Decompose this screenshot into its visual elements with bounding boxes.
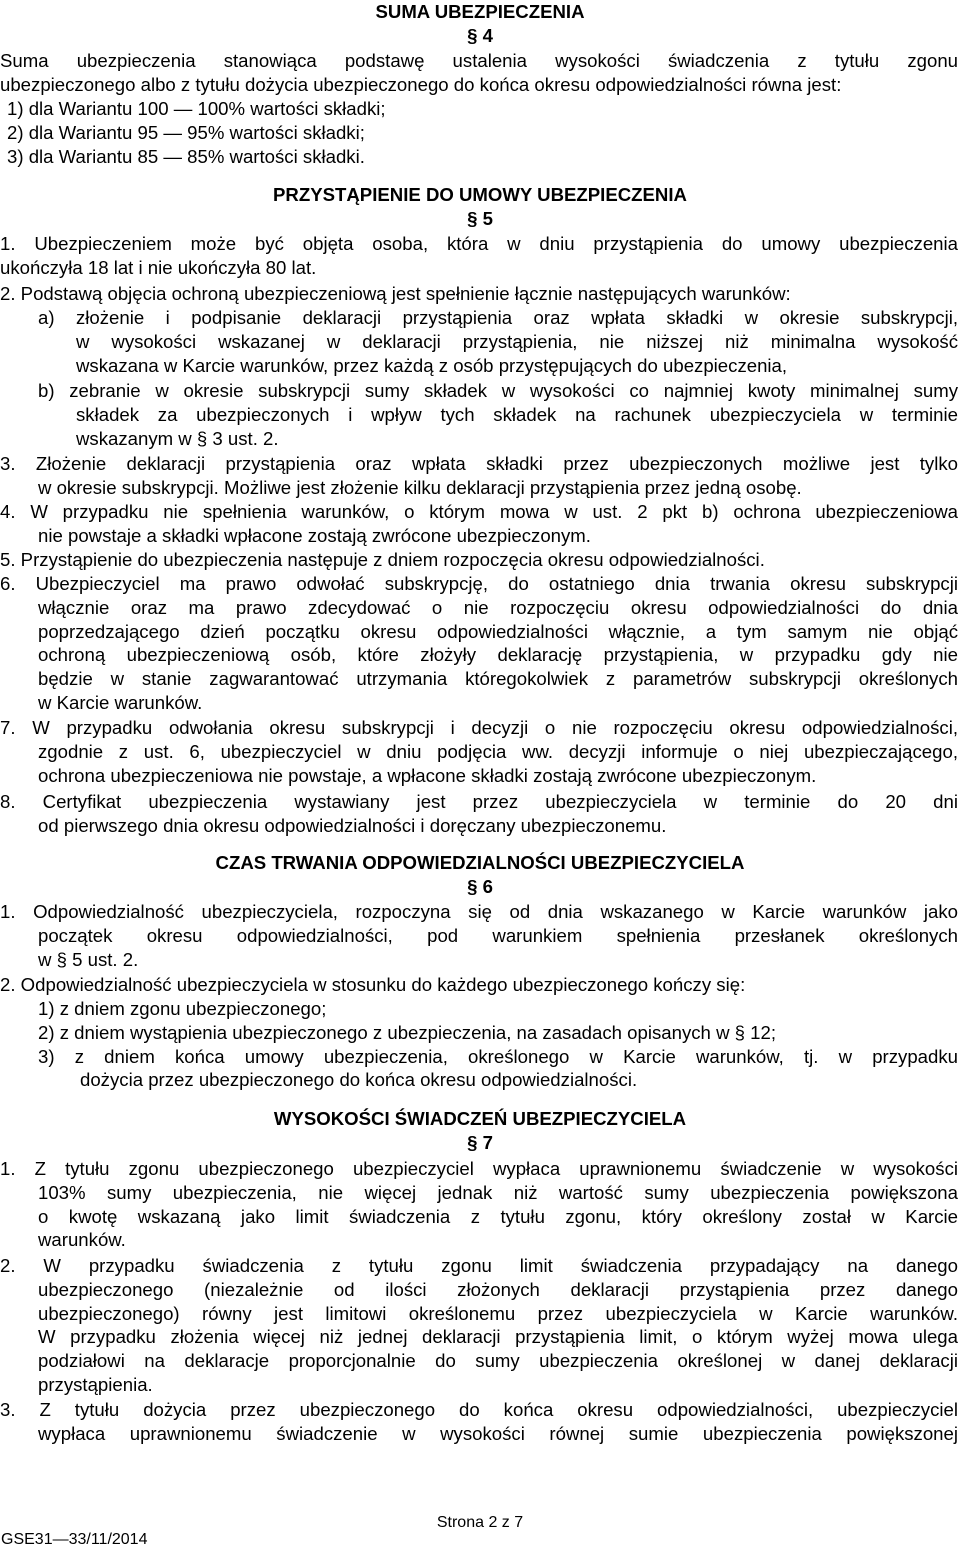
end-conditions-list: 1) z dniem zgonu ubezpieczonego; 2) z dniem wystąpienia ubezpieczonego z ubezpieczenia, na zasadach opisanych w § 12; 3) z dniem końca umowy ubezpieczenia, określonego w Karcie warunków, tj. w przypadku dożycia przez ubezpieczonego do końca okresu odpowiedzialności. <box>38 998 958 1091</box>
paragraph-7-3: 3. Z tytułu dożycia przez ubezpieczonego do końca okresu odpowiedzialności, ubezpieczyciel wypłaca uprawnionemu świadczenie w wysokości równej sumie ubezpieczenia powiększonej <box>0 1399 958 1444</box>
list-item: 1) z dniem zgonu ubezpieczonego; <box>38 998 327 1019</box>
paragraph-5-8: 8. Certyfikat ubezpieczenia wystawiany jest przez ubezpieczyciela w terminie do 20 dni od pierwszego dnia okresu odpowiedzialności i doręczany ubezpieczonemu. <box>0 791 958 836</box>
section-heading-przystapienie: PRZYSTĄPIENIE DO UMOWY UBEZPIECZENIA § 5 <box>0 183 960 231</box>
paragraph-5-2: 2. Podstawą objęcia ochroną ubezpieczeniową jest spełnienie łącznie następujących warunków: <box>0 283 791 304</box>
paragraph-7-2: 2. W przypadku świadczenia z tytułu zgonu limit świadczenia przypadający na danego ubezpieczonego (niezależnie od ilości złożonych deklaracji przystąpienia przez danego ubezpieczonego) równy jest limitowi określonemu przez ubezpieczyciela w Karcie warunków. W przypadku złożenia więcej niż jednej deklaracji przystąpienia limit, o którym wyżej mowa ulega podziałowi na deklaracje proporcjonalnie do sumy ubezpieczenia określonej w danej deklaracji przystąpienia. <box>0 1255 958 1395</box>
paragraph-5-5: 5. Przystąpienie do ubezpieczenia następuje z dniem rozpoczęcia okresu odpowiedzialności. <box>0 549 765 570</box>
paragraph-6-1: 1. Odpowiedzialność ubezpieczyciela, rozpoczyna się od dnia wskazanego w Karcie warunków jako początek okresu odpowiedzialności, pod warunkiem spełnienia przesłanek określonych w § 5 ust. 2. <box>0 901 958 970</box>
paragraph-6-2: 2. Odpowiedzialność ubezpieczyciela w stosunku do każdego ubezpieczonego kończy się: <box>0 974 746 995</box>
paragraph-5-6: 6. Ubezpieczyciel ma prawo odwołać subskrypcję, do ostatniego dnia trwania okresu subskrypcji włącznie oraz ma prawo zdecydować o nie rozpoczęciu okresu odpowiedzialności do dnia poprzedzającego dzień początku okresu odpowiedzialności włącznie, a tym samym nie objąć ochroną ubezpieczeniową osób, które złożyły deklarację przystąpienia, w przypadku gdy nie będzie w stanie zagwarantować utrzymania któregokolwiek z parametrów subskrypcji określonych w Karcie warunków. <box>0 573 958 713</box>
section-heading-czas: CZAS TRWANIA ODPOWIEDZIALNOŚCI UBEZPIECZYCIELA § 6 <box>0 851 960 899</box>
paragraph-5-3: 3. Złożenie deklaracji przystąpienia oraz wpłata składki przez ubezpieczonych możliwe jest tylko w okresie subskrypcji. Możliwe jest złożenie kilku deklaracji przystąpienia przez jedną osobę. <box>0 453 958 498</box>
section-number: § 6 <box>467 875 493 897</box>
document-code: GSE31—33/11/2014 <box>1 1531 148 1548</box>
section-number: § 7 <box>467 1131 493 1153</box>
list-item: 2) z dniem wystąpienia ubezpieczonego z ubezpieczenia, na zasadach opisanych w § 12; <box>38 1021 777 1043</box>
section-number: § 4 <box>467 24 493 46</box>
list-item: 3) dla Wariantu 85 — 85% wartości składki. <box>7 145 365 167</box>
paragraph-7-1: 1. Z tytułu zgonu ubezpieczonego ubezpieczyciel wypłaca uprawnionemu świadczenie w wysokości 103% sumy ubezpieczenia, nie więcej jednak niż wartość sumy ubezpieczenia powiększona o kwotę wskazaną jako limit świadczenia z tytułu zgonu, który określony został w Karcie warunków. <box>0 1158 958 1251</box>
variant-list <box>7 97 707 168</box>
page-number: Strona 2 z 7 <box>436 1514 524 1531</box>
list-item: 2) dla Wariantu 95 — 95% wartości składki; <box>7 121 365 143</box>
section-heading-suma: SUMA UBEZPIECZENIA § 4 <box>0 0 960 48</box>
paragraph-5-7: 7. W przypadku odwołania okresu subskrypcji i decyzji o nie rozpoczęciu okresu odpowiedzialności, zgodnie z ust. 6, ubezpieczyciel w dniu podjęcia ww. decyzji informuje o niej ubezpieczającego, ochrona ubezpieczeniowa nie powstaje, a wpłacone składki zostają zwrócone ubezpieczonym. <box>0 717 958 786</box>
paragraph-5-2a: a) złożenie i podpisanie deklaracji przystąpienia oraz wpłata składki w okresie subskrypcji, w wysokości wskazanej w deklaracji przystąpienia, nie niższej niż minimalna wysokość wskazana w Karcie warunków, przez każdą z osób przystępujących do ubezpieczenia, <box>38 307 958 376</box>
list-item: 1) dla Wariantu 100 — 100% wartości składki; <box>7 98 386 119</box>
paragraph-5-1: 1. Ubezpieczeniem może być objęta osoba, która w dniu przystąpienia do umowy ubezpieczenia ukończyła 18 lat i nie ukończyła 80 lat. <box>0 233 958 278</box>
list-item: 3) z dniem końca umowy ubezpieczenia, określonego w Karcie warunków, tj. w przypadku <box>38 1045 958 1067</box>
section-heading-wysokosci: WYSOKOŚCI ŚWIADCZEŃ UBEZPIECZYCIELA § 7 <box>0 1107 960 1155</box>
section-number: § 5 <box>467 207 493 229</box>
paragraph-5-2b: b) zebranie w okresie subskrypcji sumy składek w wysokości co najmniej kwoty minimalnej sumy składek za ubezpieczonych i wpływ tych składek na rachunek ubezpieczyciela w terminie wskazanym w § 3 ust. 2. <box>38 380 958 449</box>
paragraph-5-4: 4. W przypadku nie spełnienia warunków, o którym mowa w ust. 2 pkt b) ochrona ubezpieczeniowa nie powstaje a składki wpłacone zostają zwrócone ubezpieczonym. <box>0 501 958 546</box>
paragraph-intro: Suma ubezpieczenia stanowiąca podstawę ustalenia wysokości świadczenia z tytułu zgonu ubezpieczonego albo z tytułu dożycia ubezpieczonego do końca okresu odpowiedzialności równa jest: <box>0 50 958 95</box>
